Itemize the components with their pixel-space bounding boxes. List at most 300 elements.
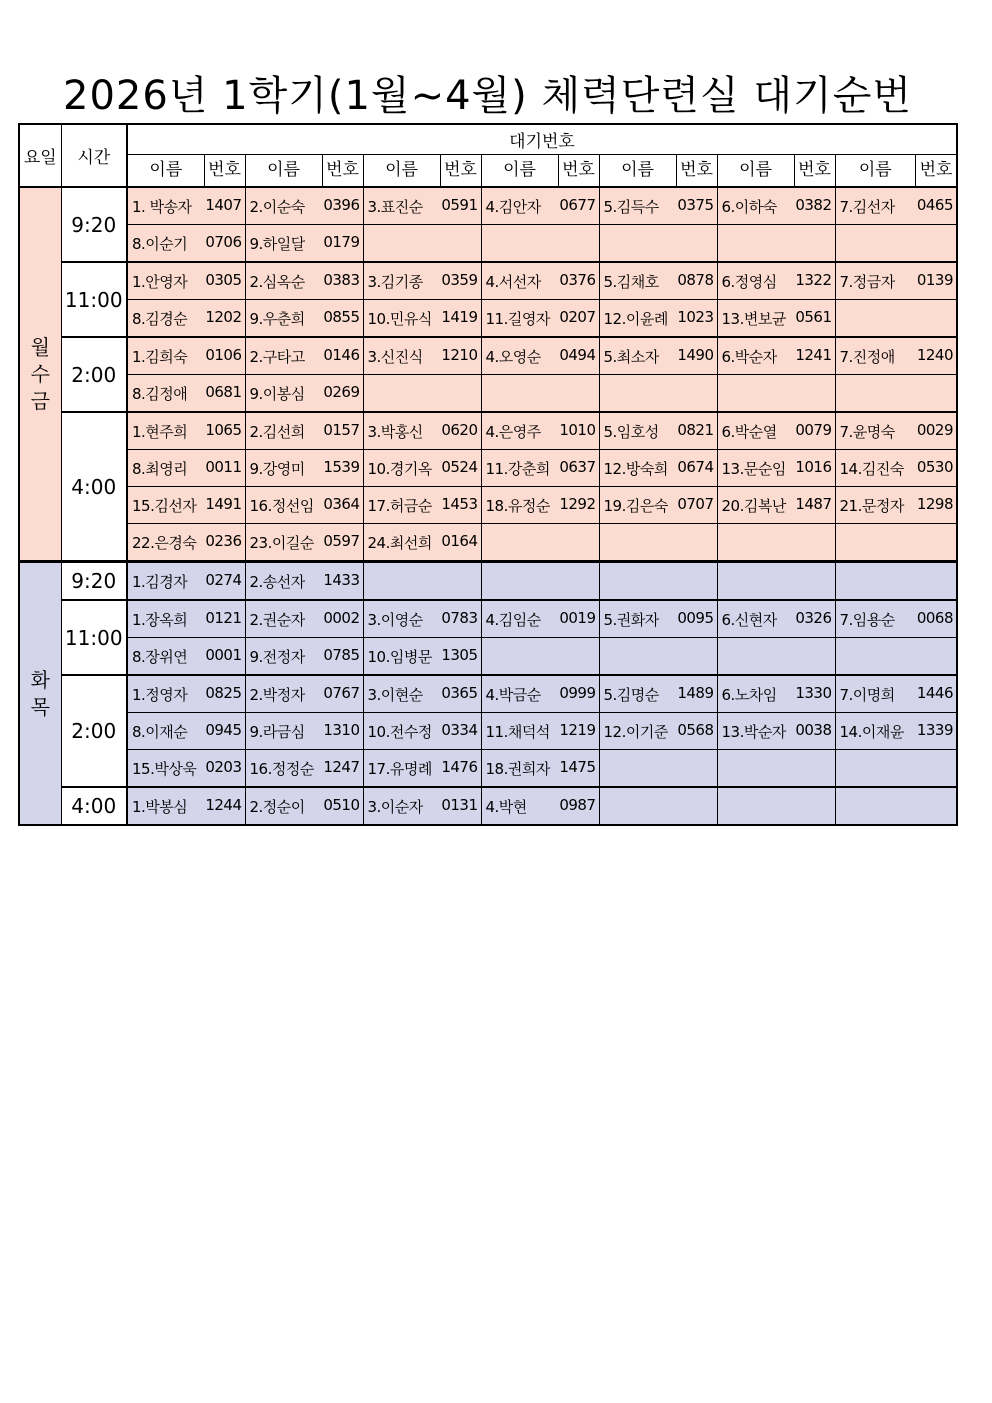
member-name: 15.김선자: [132, 496, 197, 515]
member-number: 0706: [205, 232, 242, 251]
member-number: 0068: [916, 608, 953, 627]
waiting-entry: [717, 375, 835, 413]
header-day: 요일: [19, 124, 61, 187]
member-number: 1490: [677, 345, 714, 364]
time-slot: 2:00: [61, 675, 127, 787]
waiting-entry: [717, 713, 835, 750]
member-number: 1489: [677, 683, 714, 702]
member-number: 0203: [205, 757, 242, 776]
table-row: [19, 713, 957, 750]
waiting-entry: [835, 187, 957, 225]
member-name: 2.김선희: [249, 422, 305, 441]
member-name: 1.안영자: [132, 272, 188, 291]
table-row: [19, 524, 957, 562]
member-number: 0121: [205, 608, 242, 627]
waiting-entry: [717, 638, 835, 676]
member-name: 8.김정애: [132, 384, 188, 403]
member-name: 2.심옥순: [249, 272, 305, 291]
member-name: 6.신현자: [721, 610, 777, 629]
waiting-entry: [127, 225, 245, 263]
waiting-entry: [481, 675, 599, 713]
member-name: 13.문순임: [721, 459, 786, 478]
member-name: 17.유명례: [367, 759, 432, 778]
member-name: 20.김복난: [721, 496, 786, 515]
member-number: 0785: [323, 645, 360, 664]
waiting-entry: [363, 675, 481, 713]
member-number: 1539: [323, 457, 360, 476]
waiting-entry: [835, 300, 957, 338]
waiting-entry: [481, 412, 599, 450]
table-row: [19, 450, 957, 487]
waiting-entry: [127, 300, 245, 338]
time-slot: 9:20: [61, 562, 127, 601]
waiting-entry: [481, 225, 599, 263]
waiting-entry: [245, 187, 363, 225]
member-name: 1. 박송자: [132, 197, 192, 216]
member-name: 8.최영리: [132, 459, 188, 478]
member-name: 2.권순자: [249, 610, 305, 629]
day-label: 화목: [30, 667, 50, 719]
header-col-7: [835, 155, 957, 188]
waiting-entry: [245, 524, 363, 562]
waiting-entry: [245, 262, 363, 300]
member-number: 0674: [677, 457, 714, 476]
member-name: 9.이봉심: [249, 384, 305, 403]
time-slot: 2:00: [61, 337, 127, 412]
header-col-3: [363, 155, 481, 188]
member-name: 16.정정순: [249, 759, 314, 778]
waiting-entry: [363, 375, 481, 413]
member-name: 3.신진식: [367, 347, 423, 366]
member-name: 13.박순자: [721, 722, 786, 741]
member-name: 11.강춘희: [485, 459, 550, 478]
waiting-entry: [835, 262, 957, 300]
waiting-entry: [835, 524, 957, 562]
member-number: 0146: [323, 345, 360, 364]
member-number: 1292: [559, 494, 596, 513]
waiting-entry: [717, 562, 835, 601]
waiting-entry: [599, 375, 717, 413]
waiting-entry: [363, 337, 481, 375]
waiting-entry: [127, 337, 245, 375]
header-number-label: 번호: [680, 160, 713, 180]
member-number: 0157: [323, 420, 360, 439]
waiting-entry: [835, 487, 957, 524]
table-row: [19, 562, 957, 601]
member-number: 0825: [205, 683, 242, 702]
member-name: 15.박상욱: [132, 759, 197, 778]
member-name: 22.은경숙: [132, 533, 197, 552]
waiting-entry: [599, 225, 717, 263]
waiting-entry: [481, 638, 599, 676]
member-name: 7.임용순: [839, 610, 895, 629]
waiting-entry: [481, 187, 599, 225]
member-name: 7.김선자: [839, 197, 895, 216]
member-number: 0001: [205, 645, 242, 664]
waiting-entry: [599, 300, 717, 338]
header-number-label: 번호: [798, 160, 831, 180]
member-name: 4.서선자: [485, 272, 541, 291]
member-number: 0305: [205, 270, 242, 289]
member-name: 9.라금심: [249, 722, 305, 741]
table-row: [19, 750, 957, 788]
member-name: 4.김안자: [485, 197, 541, 216]
member-number: 0334: [441, 720, 478, 739]
header-col-5: [599, 155, 717, 188]
table-row: [19, 412, 957, 450]
member-name: 12.방숙희: [603, 459, 668, 478]
waiting-entry: [481, 524, 599, 562]
member-name: 6.정영심: [721, 272, 777, 291]
member-number: 0019: [559, 608, 596, 627]
member-number: 1453: [441, 494, 478, 513]
waiting-entry: [599, 787, 717, 825]
waiting-entry: [481, 375, 599, 413]
table-row: [19, 375, 957, 413]
member-name: 5.임호성: [603, 422, 659, 441]
waiting-entry: [717, 450, 835, 487]
waiting-entry: [245, 675, 363, 713]
waiting-entry: [835, 375, 957, 413]
waiting-entry: [717, 337, 835, 375]
member-number: 0510: [323, 795, 360, 814]
member-name: 1.장옥희: [132, 610, 188, 629]
waiting-entry: [245, 750, 363, 788]
waiting-entry: [127, 524, 245, 562]
header-number-label: 번호: [208, 160, 241, 180]
waiting-entry: [835, 450, 957, 487]
member-name: 6.박순열: [721, 422, 777, 441]
member-name: 2.박정자: [249, 685, 305, 704]
member-number: 0707: [677, 494, 714, 513]
header-col-2: [245, 155, 363, 188]
waiting-entry: [363, 262, 481, 300]
member-name: 7.이명희: [839, 685, 895, 704]
member-number: 1244: [205, 795, 242, 814]
waiting-entry: [599, 562, 717, 601]
header-name-label: 이름: [128, 155, 205, 186]
waiting-entry: [245, 450, 363, 487]
member-name: 4.김임순: [485, 610, 541, 629]
member-name: 6.노차임: [721, 685, 777, 704]
day-label: 월수금: [30, 334, 50, 413]
member-name: 12.이윤례: [603, 309, 668, 328]
header-name-label: 이름: [246, 155, 323, 186]
member-number: 0767: [323, 683, 360, 702]
member-name: 23.이길순: [249, 533, 314, 552]
member-number: 0079: [795, 420, 832, 439]
header-name-label: 이름: [482, 155, 559, 186]
member-number: 0855: [323, 307, 360, 326]
waiting-entry: [363, 487, 481, 524]
member-number: 1491: [205, 494, 242, 513]
waiting-entry: [717, 600, 835, 638]
header-number-label: 번호: [326, 160, 359, 180]
waiting-entry: [245, 300, 363, 338]
waiting-entry: [127, 713, 245, 750]
member-number: 0179: [323, 232, 360, 251]
waiting-entry: [599, 450, 717, 487]
header-col-4: [481, 155, 599, 188]
table-row: [19, 337, 957, 375]
header-name-label: 이름: [364, 155, 441, 186]
day-cell: [19, 562, 61, 826]
waiting-entry: [363, 750, 481, 788]
member-number: 0274: [205, 570, 242, 589]
member-name: 4.오영순: [485, 347, 541, 366]
waiting-entry: [481, 600, 599, 638]
member-name: 11.채덕석: [485, 722, 550, 741]
waiting-entry: [481, 787, 599, 825]
member-number: 0236: [205, 531, 242, 550]
member-name: 11.길영자: [485, 309, 550, 328]
member-number: 0677: [559, 195, 596, 214]
member-number: 0364: [323, 494, 360, 513]
waiting-entry: [481, 262, 599, 300]
time-slot: 4:00: [61, 412, 127, 562]
waiting-entry: [127, 638, 245, 676]
member-number: 1339: [916, 720, 953, 739]
member-number: 0326: [795, 608, 832, 627]
member-number: 1065: [205, 420, 242, 439]
waiting-entry: [363, 787, 481, 825]
table-row: [19, 187, 957, 225]
waiting-entry: [127, 675, 245, 713]
member-name: 14.김진숙: [839, 459, 904, 478]
member-number: 0465: [916, 195, 953, 214]
member-number: 1475: [559, 757, 596, 776]
waiting-entry: [245, 600, 363, 638]
member-name: 9.전정자: [249, 647, 305, 666]
waiting-entry: [599, 337, 717, 375]
header-number-label: 번호: [444, 160, 477, 180]
member-name: 10.임병문: [367, 647, 432, 666]
waiting-entry: [599, 638, 717, 676]
member-name: 2.구타고: [249, 347, 305, 366]
member-name: 2.정순이: [249, 797, 305, 816]
waiting-entry: [835, 675, 957, 713]
table-row: [19, 675, 957, 713]
waiting-entry: [363, 713, 481, 750]
member-number: 0002: [323, 608, 360, 627]
member-number: 0530: [916, 457, 953, 476]
member-name: 17.허금순: [367, 496, 432, 515]
member-number: 0106: [205, 345, 242, 364]
waiting-entry: [245, 562, 363, 601]
member-name: 3.이영순: [367, 610, 423, 629]
waiting-entry: [835, 600, 957, 638]
member-number: 0207: [559, 307, 596, 326]
waiting-entry: [127, 750, 245, 788]
waiting-entry: [245, 412, 363, 450]
waiting-entry: [363, 524, 481, 562]
member-number: 0269: [323, 382, 360, 401]
member-number: 1219: [559, 720, 596, 739]
waiting-entry: [599, 262, 717, 300]
member-name: 24.최선희: [367, 533, 432, 552]
member-number: 1322: [795, 270, 832, 289]
member-number: 0038: [795, 720, 832, 739]
waiting-entry: [245, 375, 363, 413]
time-slot: 9:20: [61, 187, 127, 262]
waiting-entry: [481, 713, 599, 750]
page-title: 2026년 1학기(1월~4월) 체력단련실 대기순번: [63, 73, 912, 119]
waiting-entry: [835, 337, 957, 375]
member-number: 1241: [795, 345, 832, 364]
member-number: 0359: [441, 270, 478, 289]
header-number-label: 번호: [919, 160, 953, 180]
waiting-entry: [127, 262, 245, 300]
table-row: [19, 787, 957, 825]
waiting-entry: [245, 487, 363, 524]
waiting-entry: [599, 487, 717, 524]
waiting-entry: [481, 562, 599, 601]
member-name: 5.권화자: [603, 610, 659, 629]
member-number: 0620: [441, 420, 478, 439]
member-name: 5.최소자: [603, 347, 659, 366]
member-number: 1210: [441, 345, 478, 364]
waiting-entry: [717, 675, 835, 713]
header-col-1: [127, 155, 245, 188]
table-row: [19, 225, 957, 263]
waiting-entry: [481, 300, 599, 338]
member-number: 1476: [441, 757, 478, 776]
member-name: 2.이순숙: [249, 197, 305, 216]
time-slot: 11:00: [61, 600, 127, 675]
member-name: 3.이현순: [367, 685, 423, 704]
member-number: 0029: [916, 420, 953, 439]
waiting-entry: [481, 337, 599, 375]
waiting-entry: [717, 412, 835, 450]
waiting-entry: [599, 412, 717, 450]
waiting-entry: [599, 187, 717, 225]
member-number: 1023: [677, 307, 714, 326]
member-name: 21.문정자: [839, 496, 904, 515]
member-name: 16.정선임: [249, 496, 314, 515]
member-number: 1446: [916, 683, 953, 702]
member-name: 19.김은숙: [603, 496, 668, 515]
member-number: 0375: [677, 195, 714, 214]
table-row: [19, 262, 957, 300]
waiting-entry: [245, 225, 363, 263]
member-number: 1330: [795, 683, 832, 702]
waiting-entry: [835, 562, 957, 601]
member-name: 18.유정순: [485, 496, 550, 515]
member-number: 0568: [677, 720, 714, 739]
member-number: 1487: [795, 494, 832, 513]
waiting-entry: [245, 713, 363, 750]
waiting-entry: [245, 337, 363, 375]
waiting-entry: [363, 562, 481, 601]
member-name: 3.표진순: [367, 197, 423, 216]
member-number: 0561: [795, 307, 832, 326]
waiting-entry: [363, 600, 481, 638]
waiting-entry: [835, 412, 957, 450]
member-number: 1247: [323, 757, 360, 776]
header-name-label: 이름: [836, 155, 917, 186]
time-slot: 4:00: [61, 787, 127, 825]
member-number: 1305: [441, 645, 478, 664]
member-name: 3.김기종: [367, 272, 423, 291]
member-number: 0524: [441, 457, 478, 476]
member-number: 1407: [205, 195, 242, 214]
member-name: 10.전수정: [367, 722, 432, 741]
member-number: 0011: [205, 457, 242, 476]
waiting-entry: [127, 600, 245, 638]
member-name: 4.은영주: [485, 422, 541, 441]
waiting-entry: [481, 750, 599, 788]
waiting-entry: [835, 750, 957, 788]
member-name: 5.김득수: [603, 197, 659, 216]
member-name: 8.이순기: [132, 234, 188, 253]
member-name: 9.강영미: [249, 459, 305, 478]
header-waiting-number: 대기번호: [127, 124, 957, 155]
waiting-entry: [599, 675, 717, 713]
waiting-entry: [363, 187, 481, 225]
table-row: [19, 600, 957, 638]
waiting-entry: [363, 225, 481, 263]
member-name: 1.현주희: [132, 422, 188, 441]
waiting-entry: [599, 600, 717, 638]
waiting-entry: [363, 300, 481, 338]
member-number: 0396: [323, 195, 360, 214]
member-number: 1010: [559, 420, 596, 439]
day-cell: [19, 187, 61, 562]
waiting-entry: [127, 450, 245, 487]
member-number: 1016: [795, 457, 832, 476]
member-name: 1.김경자: [132, 572, 188, 591]
member-number: 0591: [441, 195, 478, 214]
waiting-entry: [363, 412, 481, 450]
member-name: 4.박금순: [485, 685, 541, 704]
header-name-label: 이름: [600, 155, 677, 186]
member-name: 5.김명순: [603, 685, 659, 704]
member-number: 0376: [559, 270, 596, 289]
waiting-entry: [127, 787, 245, 825]
waiting-entry: [835, 225, 957, 263]
member-number: 0131: [441, 795, 478, 814]
member-name: 3.이순자: [367, 797, 423, 816]
member-name: 8.장위연: [132, 647, 188, 666]
member-name: 9.우춘희: [249, 309, 305, 328]
member-number: 0095: [677, 608, 714, 627]
member-number: 1240: [916, 345, 953, 364]
member-number: 0783: [441, 608, 478, 627]
member-number: 1202: [205, 307, 242, 326]
member-name: 18.권희자: [485, 759, 550, 778]
member-name: 2.송선자: [249, 572, 305, 591]
member-number: 0597: [323, 531, 360, 550]
member-name: 8.이재순: [132, 722, 188, 741]
waiting-entry: [835, 638, 957, 676]
member-name: 7.진정애: [839, 347, 895, 366]
waiting-entry: [599, 750, 717, 788]
member-name: 1.김희숙: [132, 347, 188, 366]
table-row: [19, 638, 957, 676]
member-number: 0139: [916, 270, 953, 289]
member-name: 5.김채호: [603, 272, 659, 291]
member-name: 12.이기준: [603, 722, 668, 741]
waiting-entry: [481, 450, 599, 487]
table-row: [19, 300, 957, 338]
waiting-entry: [717, 524, 835, 562]
member-number: 0383: [323, 270, 360, 289]
waiting-entry: [127, 412, 245, 450]
waiting-entry: [717, 187, 835, 225]
member-name: 9.하일달: [249, 234, 305, 253]
member-name: 13.변보균: [721, 309, 786, 328]
waiting-entry: [127, 562, 245, 601]
